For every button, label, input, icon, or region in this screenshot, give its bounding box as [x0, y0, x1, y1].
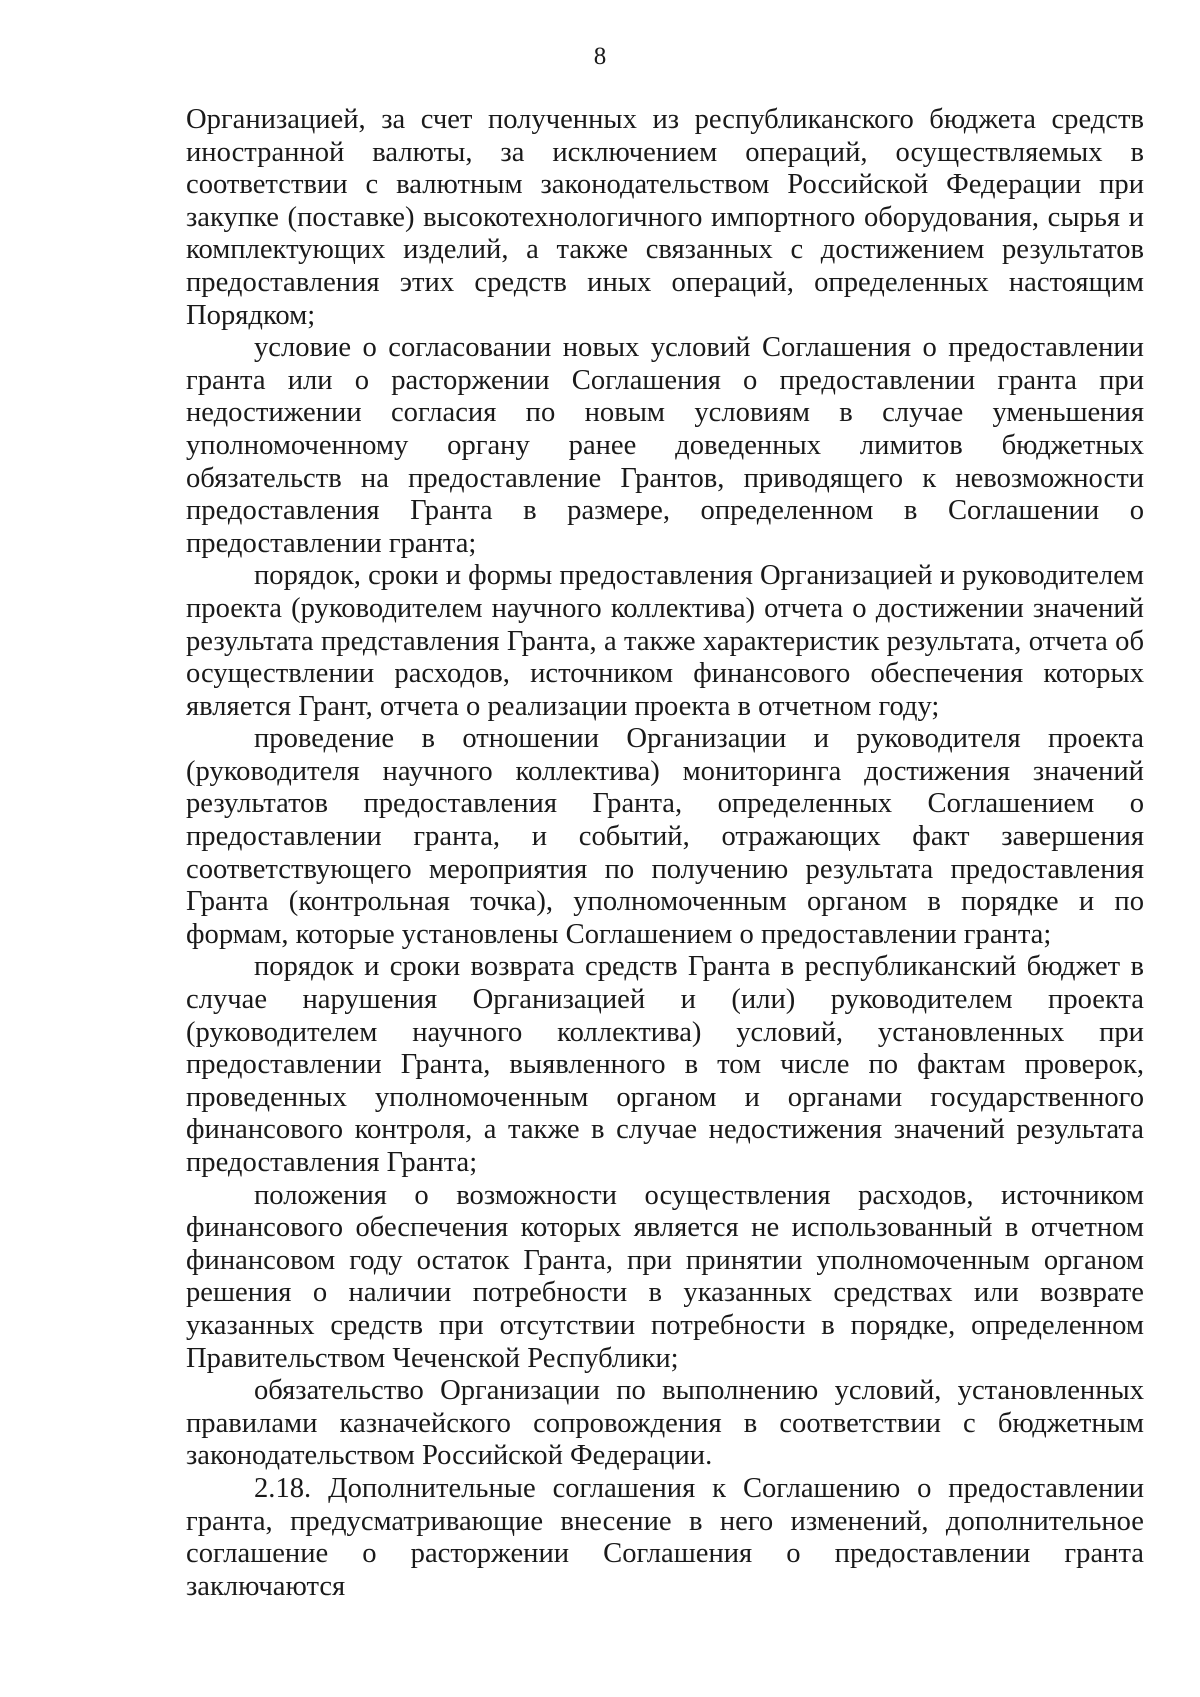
paragraph-continuation: Организацией, за счет полученных из республиканского бюджета средств иностранной валюты, за исключением операций, осуществляемых в соответствии с валютным законодательством Российской Федерации при закупке (поставке) высокотехнологичного импортного оборудования, сырья и комплектующих изделий, а также связанных с достижением результатов предоставления этих средств иных операций, определенных настоящим Порядком;	[186, 104, 1144, 331]
paragraph: положения о возможности осуществления расходов, источником финансового обеспечения которых является не использованный в отчетном финансовом году остаток Гранта, при принятии уполномоченным органом решения о наличии потребности в указанных средствах или возврате указанных средств при отсутствии потребности в порядке, определенном Правительством Чеченской Республики;	[186, 1179, 1144, 1374]
paragraph: обязательство Организации по выполнению условий, установленных правилами казначейского сопровождения в соответствии с бюджетным законодательством Российской Федерации.	[186, 1375, 1144, 1472]
page-number: 8	[593, 43, 607, 70]
paragraph-section-2-18: 2.18. Дополнительные соглашения к Соглашению о предоставлении гранта, предусматривающие внесение в него изменений, дополнительное соглашение о расторжении Соглашения о предоставлении гранта заключаются	[186, 1472, 1144, 1602]
paragraph: порядок и сроки возврата средств Гранта в республиканский бюджет в случае нарушения Организацией и (или) руководителем проекта (руководителем научного коллектива) условий, установленных при предоставлении Гранта, выявленного в том числе по фактам проверок, проведенных уполномоченным органом и органами государственного финансового контроля, а также в случае недостижения значений результата предоставления Гранта;	[186, 951, 1144, 1178]
paragraph: проведение в отношении Организации и руководителя проекта (руководителя научного коллектива) мониторинга достижения значений результатов предоставления Гранта, определенных Соглашением о предоставлении гранта, и событий, отражающих факт завершения соответствующего мероприятия по получению результата предоставления Гранта (контрольная точка), уполномоченным органом в порядке и по формам, которые установлены Соглашением о предоставлении гранта;	[186, 723, 1144, 950]
paragraph: условие о согласовании новых условий Соглашения о предоставлении гранта или о расторжении Соглашения о предоставлении гранта при недостижении согласия по новым условиям в случае уменьшения уполномоченному органу ранее доведенных лимитов бюджетных обязательств на предоставление Грантов, приводящего к невозможности предоставления Гранта в размере, определенном в Соглашении о предоставлении гранта;	[186, 332, 1144, 559]
paragraph: порядок, сроки и формы предоставления Организацией и руководителем проекта (руководителем научного коллектива) отчета о достижении значений результата представления Гранта, а также характеристик результата, отчета об осуществлении расходов, источником финансового обеспечения которых является Грант, отчета о реализации проекта в отчетном году;	[186, 560, 1144, 722]
document-body	[186, 104, 1144, 1603]
